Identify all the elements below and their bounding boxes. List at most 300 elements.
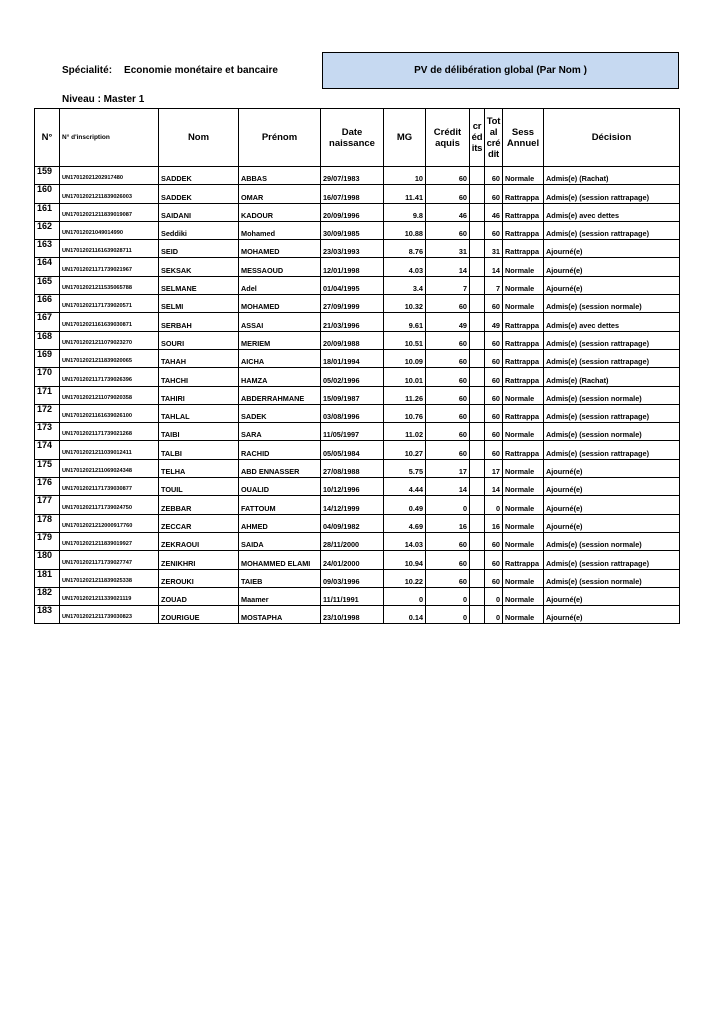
col-header-nom: Nom: [159, 109, 239, 167]
cell-decision: Admis(e) avec dettes: [544, 203, 680, 221]
cell-session: Rattrappa: [503, 331, 544, 349]
cell-decision: Ajourné(e): [544, 240, 680, 258]
table-row: [35, 569, 680, 587]
niveau-line: Niveau : Master 1: [62, 94, 145, 105]
cell-number: 174: [35, 441, 60, 459]
cell-decision: Ajourné(e): [544, 606, 680, 624]
table-row: [35, 478, 680, 496]
cell-number: 159: [35, 167, 60, 185]
cell-prenom: ABBAS: [239, 167, 321, 185]
cell-nom: TELHA: [159, 459, 239, 477]
cell-decision: Admis(e) (session rattrapage): [544, 185, 680, 203]
cell-total-credit: 60: [485, 532, 503, 550]
cell-prenom: KADOUR: [239, 203, 321, 221]
cell-credits: [470, 185, 485, 203]
cell-decision: Admis(e) (session rattrapage): [544, 331, 680, 349]
cell-number: 161: [35, 203, 60, 221]
cell-date: 05/05/1984: [321, 441, 384, 459]
cell-total-credit: 60: [485, 551, 503, 569]
cell-credit-aquis: 60: [426, 167, 470, 185]
cell-inscription: UN17012021049014990: [60, 221, 159, 239]
cell-mg: 9.61: [384, 313, 426, 331]
cell-credit-aquis: 0: [426, 496, 470, 514]
cell-inscription: UN17012021171739024750: [60, 496, 159, 514]
cell-date: 03/08/1996: [321, 404, 384, 422]
cell-prenom: FATTOUM: [239, 496, 321, 514]
cell-decision: Admis(e) (Rachat): [544, 368, 680, 386]
table-row: [35, 203, 680, 221]
cell-number: 167: [35, 313, 60, 331]
cell-total-credit: 17: [485, 459, 503, 477]
cell-session: Normale: [503, 459, 544, 477]
table-row: [35, 514, 680, 532]
cell-mg: 9.8: [384, 203, 426, 221]
cell-inscription: UN17012021171739030877: [60, 478, 159, 496]
table-row: [35, 496, 680, 514]
cell-session: Rattrappa: [503, 349, 544, 367]
cell-date: 11/11/1991: [321, 587, 384, 605]
cell-decision: Admis(e) (session rattrapage): [544, 404, 680, 422]
cell-date: 16/07/1998: [321, 185, 384, 203]
cell-inscription: UN17012021212000917760: [60, 514, 159, 532]
cell-session: Normale: [503, 587, 544, 605]
cell-credits: [470, 368, 485, 386]
cell-mg: 11.26: [384, 386, 426, 404]
cell-nom: ZOURIGUE: [159, 606, 239, 624]
col-header-total-credit: Tot al cré dit: [485, 109, 503, 167]
col-header-prenom: Prénom: [239, 109, 321, 167]
cell-credit-aquis: 60: [426, 185, 470, 203]
cell-credit-aquis: 60: [426, 221, 470, 239]
cell-total-credit: 60: [485, 349, 503, 367]
cell-credit-aquis: 60: [426, 532, 470, 550]
cell-number: 164: [35, 258, 60, 276]
cell-credits: [470, 459, 485, 477]
cell-nom: TAHIRI: [159, 386, 239, 404]
cell-decision: Admis(e) (Rachat): [544, 167, 680, 185]
cell-session: Rattrappa: [503, 203, 544, 221]
deliberation-table: [34, 108, 680, 624]
cell-credits: [470, 514, 485, 532]
cell-credit-aquis: 60: [426, 569, 470, 587]
cell-prenom: RACHID: [239, 441, 321, 459]
specialite-label: Spécialité:: [62, 65, 113, 76]
cell-nom: TAHCHI: [159, 368, 239, 386]
cell-mg: 5.75: [384, 459, 426, 477]
cell-session: Rattrappa: [503, 441, 544, 459]
cell-number: 176: [35, 478, 60, 496]
cell-credits: [470, 331, 485, 349]
cell-session: Normale: [503, 569, 544, 587]
col-header-session: Sess Annuel: [503, 109, 544, 167]
cell-nom: SADDEK: [159, 185, 239, 203]
cell-mg: 10.76: [384, 404, 426, 422]
cell-total-credit: 60: [485, 569, 503, 587]
cell-nom: SEID: [159, 240, 239, 258]
cell-mg: 10: [384, 167, 426, 185]
cell-credits: [470, 386, 485, 404]
cell-decision: Admis(e) (session normale): [544, 569, 680, 587]
cell-session: Normale: [503, 423, 544, 441]
cell-mg: 4.69: [384, 514, 426, 532]
cell-number: 172: [35, 404, 60, 422]
cell-nom: TAHAH: [159, 349, 239, 367]
cell-mg: 10.27: [384, 441, 426, 459]
cell-credits: [470, 551, 485, 569]
cell-date: 10/12/1996: [321, 478, 384, 496]
cell-credit-aquis: 60: [426, 331, 470, 349]
cell-total-credit: 0: [485, 587, 503, 605]
cell-total-credit: 7: [485, 276, 503, 294]
cell-number: 175: [35, 459, 60, 477]
cell-session: Rattrappa: [503, 221, 544, 239]
cell-mg: 14.03: [384, 532, 426, 550]
cell-decision: Ajourné(e): [544, 276, 680, 294]
cell-number: 166: [35, 295, 60, 313]
cell-mg: 8.76: [384, 240, 426, 258]
cell-number: 180: [35, 551, 60, 569]
table-row: [35, 587, 680, 605]
cell-date: 21/03/1996: [321, 313, 384, 331]
cell-total-credit: 60: [485, 331, 503, 349]
cell-total-credit: 60: [485, 221, 503, 239]
cell-number: 177: [35, 496, 60, 514]
cell-credit-aquis: 17: [426, 459, 470, 477]
cell-inscription: UN17012021202917480: [60, 167, 159, 185]
table-row: [35, 459, 680, 477]
cell-decision: Admis(e) (session rattrapage): [544, 349, 680, 367]
cell-nom: SOURI: [159, 331, 239, 349]
cell-inscription: UN17012021171739026396: [60, 368, 159, 386]
cell-total-credit: 60: [485, 295, 503, 313]
cell-prenom: MOHAMED: [239, 295, 321, 313]
table-row: [35, 349, 680, 367]
cell-number: 181: [35, 569, 60, 587]
cell-session: Rattrappa: [503, 313, 544, 331]
cell-total-credit: 60: [485, 441, 503, 459]
cell-prenom: MOHAMMED ELAMI: [239, 551, 321, 569]
cell-credit-aquis: 60: [426, 404, 470, 422]
cell-total-credit: 60: [485, 167, 503, 185]
cell-inscription: UN17012021161639030871: [60, 313, 159, 331]
cell-inscription: UN17012021211039012411: [60, 441, 159, 459]
cell-credit-aquis: 0: [426, 587, 470, 605]
cell-mg: 0: [384, 587, 426, 605]
cell-inscription: UN17012021211739030823: [60, 606, 159, 624]
cell-credit-aquis: 60: [426, 386, 470, 404]
cell-credit-aquis: 60: [426, 551, 470, 569]
cell-inscription: UN17012021211069024348: [60, 459, 159, 477]
cell-prenom: SARA: [239, 423, 321, 441]
table-row: [35, 313, 680, 331]
cell-credits: [470, 587, 485, 605]
cell-nom: ZECCAR: [159, 514, 239, 532]
cell-date: 23/10/1998: [321, 606, 384, 624]
cell-mg: 10.51: [384, 331, 426, 349]
cell-prenom: SADEK: [239, 404, 321, 422]
cell-date: 20/09/1996: [321, 203, 384, 221]
cell-inscription: UN17012021161639026100: [60, 404, 159, 422]
cell-date: 11/05/1997: [321, 423, 384, 441]
cell-inscription: UN17012021171739020571: [60, 295, 159, 313]
cell-prenom: OUALID: [239, 478, 321, 496]
table-row: [35, 331, 680, 349]
cell-decision: Admis(e) (session normale): [544, 423, 680, 441]
cell-number: 165: [35, 276, 60, 294]
cell-nom: SAIDANI: [159, 203, 239, 221]
table-header-row: [35, 109, 680, 167]
cell-number: 163: [35, 240, 60, 258]
cell-total-credit: 60: [485, 368, 503, 386]
cell-nom: ZEKRAOUI: [159, 532, 239, 550]
pv-title-box: [322, 52, 679, 89]
cell-credits: [470, 404, 485, 422]
cell-decision: Admis(e) (session rattrapage): [544, 221, 680, 239]
cell-nom: SEKSAK: [159, 258, 239, 276]
cell-date: 27/09/1999: [321, 295, 384, 313]
table-row: [35, 532, 680, 550]
cell-credit-aquis: 60: [426, 441, 470, 459]
cell-decision: Admis(e) (session normale): [544, 532, 680, 550]
cell-decision: Ajourné(e): [544, 587, 680, 605]
table-row: [35, 551, 680, 569]
cell-total-credit: 14: [485, 478, 503, 496]
cell-prenom: MOSTAPHA: [239, 606, 321, 624]
table-row: [35, 167, 680, 185]
cell-inscription: UN17012021211079020358: [60, 386, 159, 404]
table-row: [35, 441, 680, 459]
cell-decision: Admis(e) avec dettes: [544, 313, 680, 331]
cell-inscription: UN17012021171739021967: [60, 258, 159, 276]
table-row: [35, 258, 680, 276]
cell-prenom: MESSAOUD: [239, 258, 321, 276]
cell-credits: [470, 441, 485, 459]
cell-date: 29/07/1983: [321, 167, 384, 185]
col-header-inscription: N° d'inscription: [60, 109, 159, 167]
cell-credit-aquis: 31: [426, 240, 470, 258]
cell-prenom: TAIEB: [239, 569, 321, 587]
cell-prenom: MOHAMED: [239, 240, 321, 258]
cell-credit-aquis: 60: [426, 423, 470, 441]
cell-date: 18/01/1994: [321, 349, 384, 367]
col-header-credit-aquis: Crédit aquis: [426, 109, 470, 167]
cell-credits: [470, 532, 485, 550]
col-header-n: N°: [35, 109, 60, 167]
cell-total-credit: 60: [485, 386, 503, 404]
cell-session: Normale: [503, 514, 544, 532]
cell-prenom: OMAR: [239, 185, 321, 203]
cell-prenom: Maamer: [239, 587, 321, 605]
cell-mg: 10.22: [384, 569, 426, 587]
table-body: [35, 167, 680, 624]
cell-date: 12/01/1998: [321, 258, 384, 276]
cell-decision: Ajourné(e): [544, 478, 680, 496]
cell-total-credit: 46: [485, 203, 503, 221]
cell-decision: Ajourné(e): [544, 258, 680, 276]
cell-credits: [470, 569, 485, 587]
cell-prenom: Adel: [239, 276, 321, 294]
cell-credits: [470, 203, 485, 221]
cell-number: 171: [35, 386, 60, 404]
cell-session: Normale: [503, 496, 544, 514]
cell-credit-aquis: 0: [426, 606, 470, 624]
cell-total-credit: 0: [485, 496, 503, 514]
col-header-credits: cr éd its: [470, 109, 485, 167]
cell-date: 01/04/1995: [321, 276, 384, 294]
cell-mg: 10.01: [384, 368, 426, 386]
table-row: [35, 185, 680, 203]
cell-date: 28/11/2000: [321, 532, 384, 550]
cell-mg: 0.49: [384, 496, 426, 514]
cell-mg: 10.09: [384, 349, 426, 367]
cell-session: Normale: [503, 295, 544, 313]
col-header-date: Date naissance: [321, 109, 384, 167]
cell-prenom: Mohamed: [239, 221, 321, 239]
cell-credits: [470, 221, 485, 239]
cell-inscription: UN17012021211839019087: [60, 203, 159, 221]
cell-date: 14/12/1999: [321, 496, 384, 514]
cell-inscription: UN17012021211839019927: [60, 532, 159, 550]
cell-credits: [470, 478, 485, 496]
specialite-line: [62, 65, 278, 76]
cell-inscription: UN17012021211839020065: [60, 349, 159, 367]
cell-session: Normale: [503, 276, 544, 294]
cell-nom: TAHLAL: [159, 404, 239, 422]
cell-credits: [470, 496, 485, 514]
cell-credit-aquis: 60: [426, 368, 470, 386]
cell-total-credit: 16: [485, 514, 503, 532]
cell-mg: 10.88: [384, 221, 426, 239]
cell-number: 182: [35, 587, 60, 605]
cell-nom: ZENIKHRI: [159, 551, 239, 569]
cell-decision: Ajourné(e): [544, 514, 680, 532]
cell-nom: SELMI: [159, 295, 239, 313]
cell-decision: Admis(e) (session normale): [544, 295, 680, 313]
cell-inscription: UN17012021211839026003: [60, 185, 159, 203]
cell-credits: [470, 240, 485, 258]
cell-number: 162: [35, 221, 60, 239]
cell-session: Rattrappa: [503, 404, 544, 422]
cell-total-credit: 60: [485, 423, 503, 441]
cell-credits: [470, 295, 485, 313]
cell-inscription: UN17012021211535065788: [60, 276, 159, 294]
cell-prenom: AICHA: [239, 349, 321, 367]
cell-total-credit: 60: [485, 404, 503, 422]
cell-credit-aquis: 14: [426, 478, 470, 496]
cell-mg: 11.02: [384, 423, 426, 441]
cell-inscription: UN17012021211339021119: [60, 587, 159, 605]
cell-nom: TALBI: [159, 441, 239, 459]
cell-date: 27/08/1988: [321, 459, 384, 477]
cell-total-credit: 0: [485, 606, 503, 624]
cell-total-credit: 60: [485, 185, 503, 203]
cell-mg: 11.41: [384, 185, 426, 203]
cell-mg: 0.14: [384, 606, 426, 624]
cell-credits: [470, 313, 485, 331]
cell-prenom: AHMED: [239, 514, 321, 532]
cell-date: 30/09/1985: [321, 221, 384, 239]
cell-date: 24/01/2000: [321, 551, 384, 569]
cell-nom: SADDEK: [159, 167, 239, 185]
cell-credit-aquis: 60: [426, 349, 470, 367]
cell-mg: 10.94: [384, 551, 426, 569]
table-row: [35, 368, 680, 386]
table-row: [35, 404, 680, 422]
cell-credit-aquis: 16: [426, 514, 470, 532]
cell-prenom: SAIDA: [239, 532, 321, 550]
cell-inscription: UN17012021211839025338: [60, 569, 159, 587]
cell-number: 169: [35, 349, 60, 367]
cell-nom: TOUIL: [159, 478, 239, 496]
cell-date: 09/03/1996: [321, 569, 384, 587]
cell-credits: [470, 258, 485, 276]
table-row: [35, 276, 680, 294]
cell-credit-aquis: 46: [426, 203, 470, 221]
cell-prenom: HAMZA: [239, 368, 321, 386]
cell-inscription: UN17012021171739027747: [60, 551, 159, 569]
cell-credit-aquis: 60: [426, 295, 470, 313]
cell-credits: [470, 167, 485, 185]
cell-session: Rattrappa: [503, 240, 544, 258]
cell-decision: Ajourné(e): [544, 459, 680, 477]
cell-mg: 10.32: [384, 295, 426, 313]
cell-number: 178: [35, 514, 60, 532]
specialite-value: Economie monétaire et bancaire: [124, 65, 278, 76]
cell-number: 173: [35, 423, 60, 441]
cell-credits: [470, 423, 485, 441]
cell-prenom: ABD ENNASSER: [239, 459, 321, 477]
cell-mg: 4.03: [384, 258, 426, 276]
cell-session: Normale: [503, 167, 544, 185]
cell-inscription: UN17012021211079023270: [60, 331, 159, 349]
cell-prenom: ASSAI: [239, 313, 321, 331]
cell-nom: ZEROUKI: [159, 569, 239, 587]
cell-number: 160: [35, 185, 60, 203]
cell-decision: Admis(e) (session normale): [544, 386, 680, 404]
cell-nom: ZEBBAR: [159, 496, 239, 514]
cell-session: Normale: [503, 386, 544, 404]
cell-date: 20/09/1988: [321, 331, 384, 349]
table-row: [35, 386, 680, 404]
cell-nom: ZOUAD: [159, 587, 239, 605]
cell-mg: 3.4: [384, 276, 426, 294]
cell-number: 183: [35, 606, 60, 624]
table-row: [35, 240, 680, 258]
cell-credits: [470, 276, 485, 294]
cell-mg: 4.44: [384, 478, 426, 496]
cell-nom: Seddiki: [159, 221, 239, 239]
cell-decision: Admis(e) (session rattrapage): [544, 551, 680, 569]
cell-prenom: MERIEM: [239, 331, 321, 349]
cell-nom: SERBAH: [159, 313, 239, 331]
cell-date: 04/09/1982: [321, 514, 384, 532]
cell-credit-aquis: 14: [426, 258, 470, 276]
cell-total-credit: 49: [485, 313, 503, 331]
col-header-decision: Décision: [544, 109, 680, 167]
cell-total-credit: 31: [485, 240, 503, 258]
pv-title: PV de délibération global (Par Nom ): [414, 65, 587, 76]
cell-date: 15/09/1987: [321, 386, 384, 404]
col-header-mg: MG: [384, 109, 426, 167]
cell-number: 170: [35, 368, 60, 386]
cell-credit-aquis: 49: [426, 313, 470, 331]
cell-date: 23/03/1993: [321, 240, 384, 258]
cell-session: Normale: [503, 532, 544, 550]
cell-session: Rattrappa: [503, 185, 544, 203]
cell-nom: TAIBI: [159, 423, 239, 441]
cell-session: Rattrappa: [503, 551, 544, 569]
cell-credits: [470, 606, 485, 624]
